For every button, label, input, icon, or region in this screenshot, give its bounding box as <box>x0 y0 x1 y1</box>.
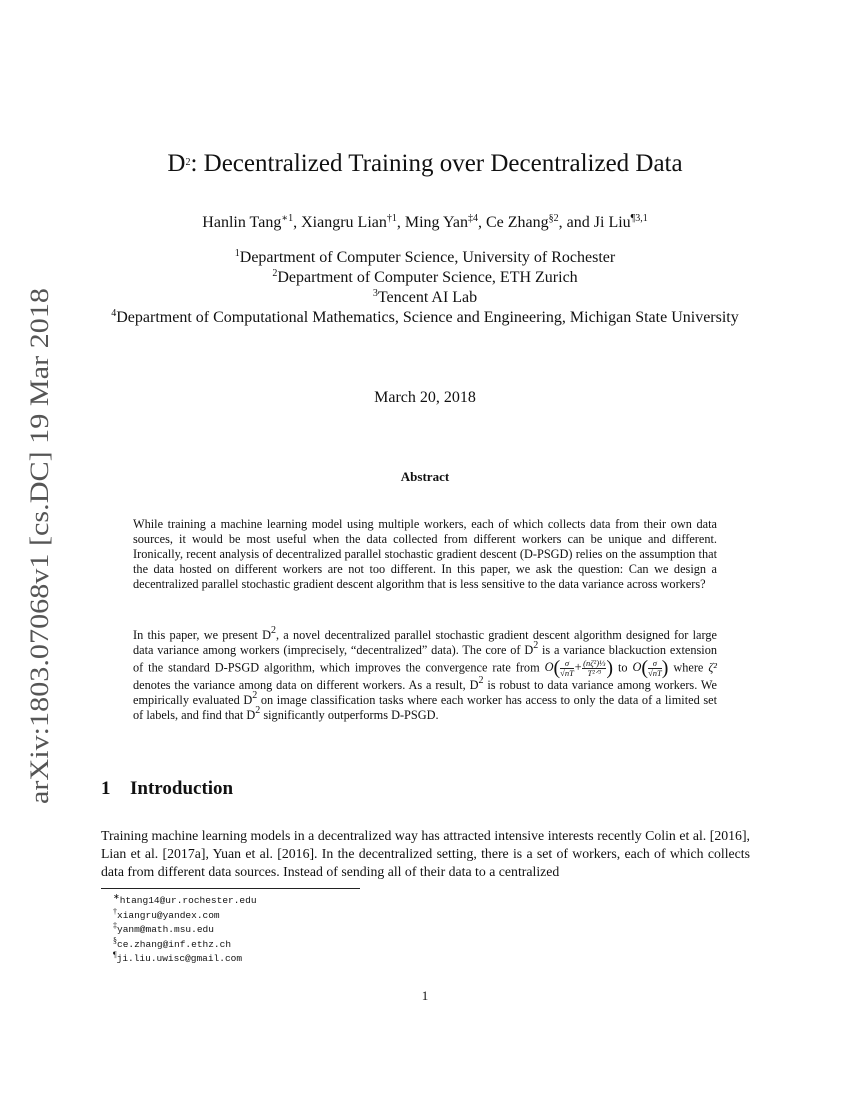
abstract-text: on image classification tasks where each worker has access to only the data of a limited set of labels, and find that D <box>133 692 718 723</box>
right-paren: ) <box>606 657 614 680</box>
author-name: Hanlin Tang <box>202 214 282 231</box>
fraction-denominator: √nT <box>648 667 662 678</box>
title-prefix: D <box>167 150 186 177</box>
affiliation-text: Department of Computational Mathematics, Science and Engineering, Michigan State University <box>116 309 739 326</box>
affiliation <box>60 308 790 328</box>
convergence-rate-to <box>632 657 669 680</box>
abstract-text: where <box>668 659 709 674</box>
abstract-text: , a novel decentralized parallel stochastic gradient descent algorithm designed for large data variance among workers (imprecisely, “decentralized” data). The core of D <box>133 628 717 658</box>
abstract-text: . Ironically, recent analysis of decentralized parallel stochastic gradient descent (D-PSGD) relies on the assumption that the data hosted on different workers are <box>133 532 717 576</box>
right-paren: ) <box>661 657 669 680</box>
author-marks: †1 <box>386 213 397 224</box>
d2-superscript: 2 <box>270 625 276 636</box>
page-number: 1 <box>421 988 429 1003</box>
footnote-email: xiangru@yandex.com <box>117 909 220 921</box>
footnote-email: htang14@ur.rochester.edu <box>119 895 257 906</box>
abstract-text: not too different <box>348 562 433 576</box>
section-heading <box>101 777 233 801</box>
footnote <box>113 906 513 924</box>
author-name: Ce Zhang <box>486 214 549 231</box>
affiliation-text: Department of Computer Science, University of Rochester <box>239 249 616 266</box>
paper-title <box>0 148 850 180</box>
fraction-sigma-sqrt <box>560 659 574 678</box>
affiliation-number: 1 <box>234 248 240 259</box>
fraction-numerator: σ <box>648 659 662 669</box>
footnote-mark: ∗ <box>113 892 120 901</box>
author-name: Ji Liu <box>593 214 631 231</box>
abstract-heading: Abstract <box>400 469 450 484</box>
footnote-email: yanm@math.msu.edu <box>117 924 214 936</box>
author-separator: , <box>396 214 405 231</box>
footnote-rule <box>101 888 360 889</box>
arxiv-stamp-text: arXiv:1803.07068v1 [cs.DC] 19 Mar 2018 <box>25 359 54 804</box>
author-separator: , <box>478 214 486 231</box>
d2-superscript: 2 <box>252 689 258 701</box>
intro-paragraph: Training machine learning models in a decentralized way has attracted intensive interests recently Colin et al. [2016], Lian et al. [2017a], Yuan et al. [2016]. In the decentralized setting, there is a set of workers, each of which collects data from different data sources. Instead of sending all of their data to a centralized <box>101 828 750 880</box>
abstract-text: different <box>671 532 714 546</box>
author-separator: , and <box>558 214 594 231</box>
section-number: 1 <box>101 778 111 799</box>
abstract-text: and <box>641 532 672 546</box>
abstract-text: is robust to data variance among workers. We empirically evaluated D <box>133 677 717 707</box>
footnote <box>113 894 513 909</box>
left-paren: ( <box>641 657 649 680</box>
section-title: Introduction <box>130 778 234 799</box>
footnote-mark: § <box>113 935 117 945</box>
d2-superscript: 2 <box>255 705 261 717</box>
abstract-text: . In this paper, we ask the question: <box>432 562 629 576</box>
abstract-paragraph-2 <box>133 625 718 723</box>
big-o-symbol: O <box>632 659 642 674</box>
author-name: Ming Yan <box>404 214 468 231</box>
fraction-sigma-sqrt <box>648 659 662 678</box>
paper-date: March 20, 2018 <box>374 389 476 406</box>
affiliation <box>60 288 790 308</box>
abstract-text: to <box>613 659 633 674</box>
author-marks: §2 <box>548 213 559 224</box>
footnote-list <box>113 894 513 967</box>
footnote <box>113 952 513 967</box>
footnote-email: ce.zhang@inf.ethz.ch <box>117 938 232 950</box>
fraction-numerator: σ <box>560 659 574 669</box>
author-marks: ‡4 <box>468 213 478 224</box>
footnote-mark: ‡ <box>113 921 117 931</box>
footnote-email: ji.liu.uwisc@gmail.com <box>116 953 243 965</box>
fraction-variance-term <box>582 659 606 678</box>
footnote <box>113 935 513 953</box>
affiliation <box>60 248 790 268</box>
d2-superscript: 2 <box>533 640 539 652</box>
author-separator: , <box>293 214 302 231</box>
fraction-denominator: √nT <box>560 667 574 678</box>
author-list <box>0 212 850 234</box>
affiliation-number: 4 <box>111 308 117 319</box>
d2-superscript: 2 <box>478 674 484 686</box>
title-text: : Decentralized Training over Decentralized Data <box>190 150 683 177</box>
nzeta-exponent: ⅓ <box>599 657 606 668</box>
abstract-text: In this paper, we present D <box>133 628 271 642</box>
abstract-text: Can we design a decentralized parallel stochastic gradient descent algorithm that is less sensitive to the data variance across workers? <box>133 562 718 591</box>
arxiv-stamp-svg <box>6 286 66 806</box>
abstract-text: While training a machine learning model using multiple workers, each of which collects data from their own data sources, it would be most useful when the data collected from different workers can be <box>133 517 717 546</box>
abstract-text: is a variance blackuction extension of the standard D-PSGD algorithm, which improves the convergence rate from <box>133 643 717 674</box>
footnote <box>113 923 513 938</box>
abstract-paragraph-1 <box>133 517 717 592</box>
abstract-text: denotes the variance among data on different workers. As a result, D <box>133 677 479 692</box>
affiliation-text: Tencent AI Lab <box>377 289 478 306</box>
left-paren: ( <box>553 657 561 680</box>
title-prefix-sup: 2 <box>185 157 191 168</box>
abstract-text: significantly outperforms D-PSGD. <box>260 708 439 723</box>
author-marks: ¶3,1 <box>630 213 648 224</box>
fraction-denominator: T²ᐟ³ <box>587 667 601 678</box>
author-marks: ∗1 <box>281 213 294 224</box>
abstract-text: unique <box>608 532 642 546</box>
author-name: Xiangru Lian <box>301 214 387 231</box>
footnote-mark: ¶ <box>113 950 117 960</box>
big-o-symbol: O <box>544 659 554 674</box>
plus-sign: + <box>573 659 583 674</box>
affiliation <box>60 268 790 288</box>
affiliation-text: Department of Computer Science, ETH Zurich <box>277 269 578 286</box>
affiliation-number: 2 <box>272 268 278 279</box>
affiliation-number: 3 <box>372 288 378 299</box>
affiliation-list <box>60 248 790 328</box>
zeta-squared: ζ² <box>708 659 717 674</box>
arxiv-stamp <box>6 286 66 806</box>
nzeta-term: (nζ²) <box>583 657 600 668</box>
footnote-mark: † <box>113 906 117 916</box>
convergence-rate-from <box>544 657 614 680</box>
